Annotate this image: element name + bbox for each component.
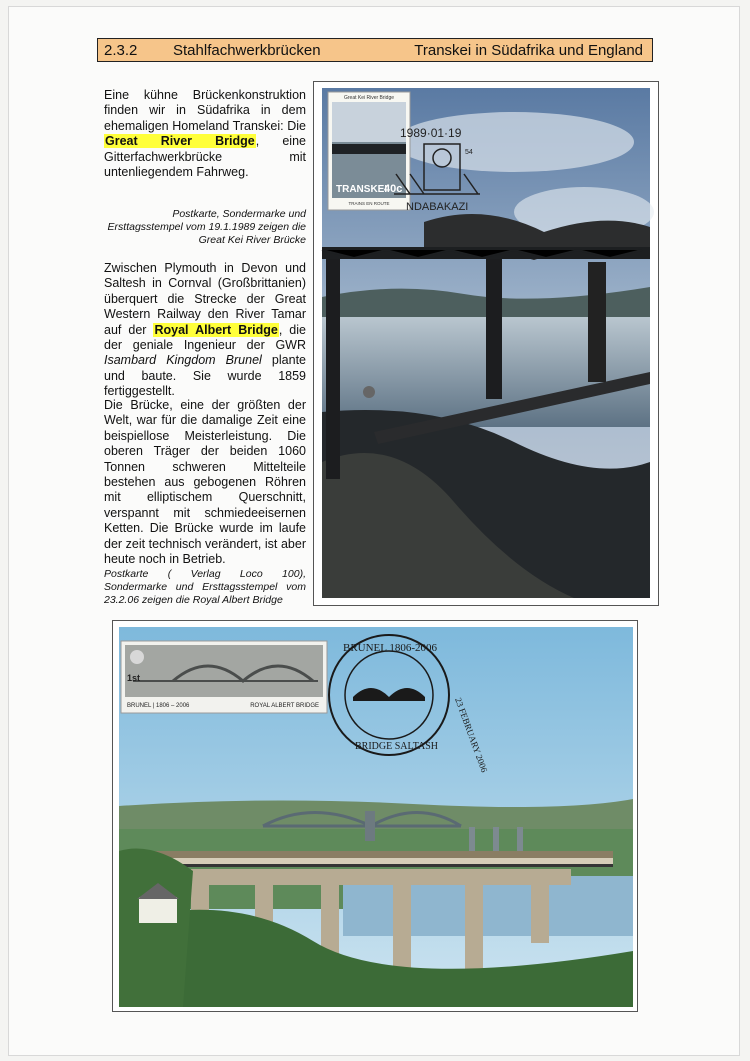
section-header [97,38,653,62]
postcard-royal-albert-art [113,621,637,1011]
highlight-great-river-bridge: Great River Bridge [105,134,255,149]
svg-text:TRANSKEI: TRANSKEI [336,184,388,195]
postcard-transkei [313,81,659,606]
section-title: Stahlfachwerkbrücken [173,42,321,59]
postcard-royal-albert [112,620,638,1012]
svg-text:BRUNEL | 1806 – 2006: BRUNEL | 1806 – 2006 [127,703,190,709]
section-number: 2.3.2 [104,42,138,59]
paragraph-transkei: Eine kühne Brückenkonstruktion finden wir in Südafrika in dem ehemaligen Homeland Transkei: Die Great River Bridge, eine Gitterfachwerkbrücke mit untenliegendem Fahrweg. [104,88,306,180]
svg-text:23 FEBRUARY 2006: 23 FEBRUARY 2006 [453,696,490,774]
svg-text:BRUNEL 1806-2006: BRUNEL 1806-2006 [343,642,438,654]
svg-text:BRIDGE SALTASH: BRIDGE SALTASH [355,741,439,752]
svg-text:1989·01·19: 1989·01·19 [400,126,462,140]
svg-text:NDABAKAZI: NDABAKAZI [406,201,469,213]
svg-text:Great Kei River Bridge: Great Kei River Bridge [343,95,395,101]
svg-text:1st: 1st [127,673,141,683]
caption-transkei: Postkarte, Sondermarke und Ersttagsstempel vom 19.1.1989 zeigen die Great Kei River Brücke [107,208,306,246]
engineer-name: Isambard Kingdom Brunel [104,353,262,368]
caption-royal-albert: Postkarte ( Verlag Loco 100), Sondermarke und Ersttagsstempel vom 23.2.06 zeigen die Royal Albert Bridge [104,568,306,606]
section-subtitle: Transkei in Südafrika und England [414,42,643,59]
paragraph-plymouth: Zwischen Plymouth in Devon und Saltesh in Cornval (Großbrittanien) überquert die Strecke der Great Western Railway den River Tamar auf der Royal Albert Bridge, die der geniale Ingenieur der GWR Isambard Kingdom Brunel plante und baute. Sie wurde 1859 fertiggestellt. [104,261,306,399]
svg-text:ROYAL ALBERT BRIDGE: ROYAL ALBERT BRIDGE [250,703,319,709]
paragraph-bridge-history: Die Brücke, eine der größten der Welt, war für die damalige Zeit eine beispiellose Meisterleistung. Die oberen Träger der beiden 1060 Tonnen schweren Mittelteile bestehen aus gebogenen Röhren mit elliptischem Querschnitt, verspannt mit schmiedeeisernen Ketten. Die Brücke wurde im laufe der zeit technisch verändert, ist aber heute noch in Betrieb. [104,398,306,567]
highlight-royal-albert-bridge: Royal Albert Bridge [154,322,278,337]
svg-text:TRAINS EN ROUTE: TRAINS EN ROUTE [348,201,390,206]
svg-text:54: 54 [465,149,473,156]
svg-text:40c: 40c [384,183,403,195]
postcard-transkei-art [314,82,658,605]
